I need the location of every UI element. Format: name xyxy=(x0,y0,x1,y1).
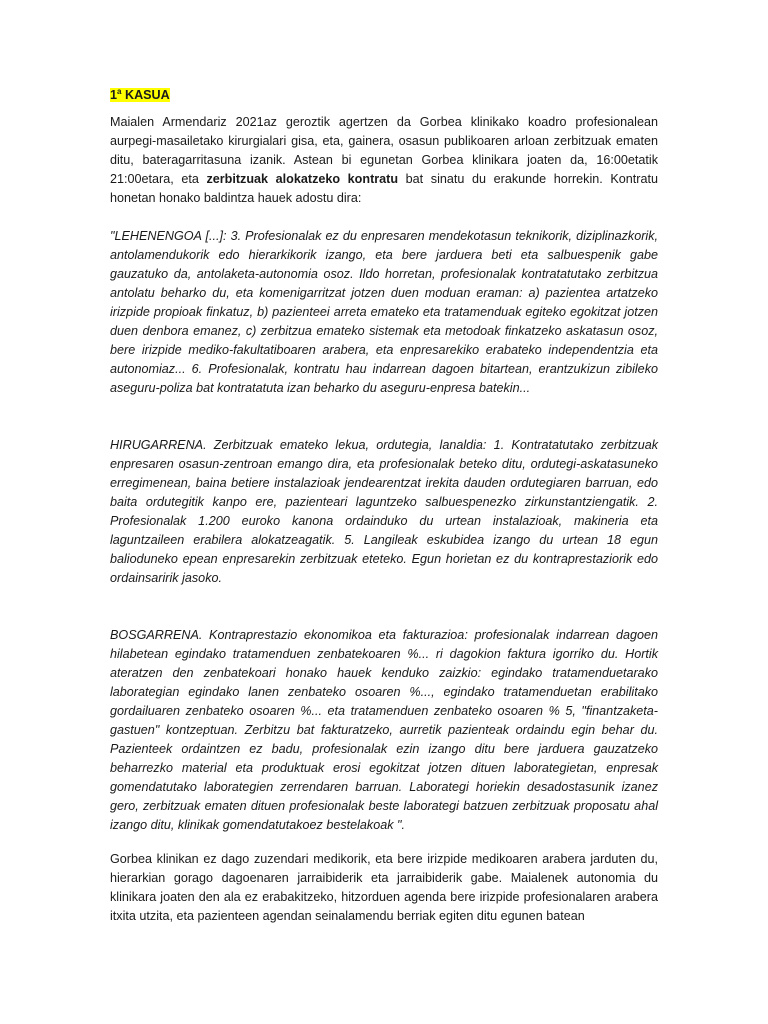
intro-paragraph xyxy=(110,113,658,208)
clause-third-paragraph: HIRUGARRENA. Zerbitzuak emateko lekua, ordutegia, lanaldia: 1. Kontratatutako zerbitzuak enpresaren osasun-zentroan emango dira, eta profesionalak beteko ditu, ordutegi-askatasuneko erregimenean, baina betiere instalazioak jendearentzat irekita dauden ordutegiaren barruan, edo baita ordutegitik kanpo ere, pazienteari laguntzeko salbuespenezko zirkunstantziengatik. 2. Profesionalak 1.200 euroko kanona ordainduko du urtean instalazioak, makineria eta laguntzaileen erabilera alokatzeagatik. 5. Langileak eskubidea izango du urtean 18 egun balioduneko epean enpresarekin zerbitzuak eteteko. Egun horietan ez du kontraprestaziorik edo ordainsaririk jasoko. xyxy=(110,438,658,585)
closing-paragraph: Gorbea klinikan ez dago zuzendari medikorik, eta bere irizpide medikoaren arabera jarduten du, hierarkian gorago dagoenaren jarraibiderik eta jarraibiderik gabe. Maialenek autonomia du klinikara joaten den ala ez erabakitzeko, hitzorduen agenda bere irizpide profesionalaren arabera itxita utzita, eta pazienteen agendan seinalamendu berriak egiten ditu egunen batean xyxy=(110,852,658,923)
clause-fifth-paragraph: BOSGARRENA. Kontraprestazio ekonomikoa eta fakturazioa: profesionalak indarrean dagoen hilabetean egindako tratamenduen zenbatekoaren %... ri dagokion faktura igorriko du. Hortik ateratzen den zenbatekoari honako hauek kenduko zaizkio: egindako tratamenduetarako laborategian egindako lanen zenbateko osoaren %..., egindako tratamenduetan erabilitako gordailuaren zenbateko osoaren %... eta tratamenduen zenbateko osoaren % 5, "finantzaketa-gastuen" kontzeptuan. Zerbitzu bat fakturatzeko, aurretik pazienteak ordaindu egin behar du. Pazienteek ordaintzen ez badu, profesionalak ezin izango ditu bere jarduera gauzatzeko beharrezko material eta produktuak erosi egokitzat jotzen dituen laborategietan, enpresak gomendatutako laborategien zerrendaren barruan. Laborategi horiekin desadostasunik izanez gero, zerbitzuak ematen dituen profesionalak beste laborategi batzuen zerbitzuak proposatu ahal izango ditu, klinikak gomendatutakoez bestelakoak ". xyxy=(110,628,658,832)
heading-number: 1 xyxy=(110,88,118,102)
heading-ordinal-sup: a xyxy=(117,86,122,96)
intro-text-2: bat sinatu du erakunde horrekin. Kontratu honetan honako baldintza hauek adostu dira: xyxy=(110,172,658,205)
heading-text: KASUA xyxy=(121,88,170,102)
document-page xyxy=(110,86,658,926)
intro-bold-term: zerbitzuak alokatzeko kontratu xyxy=(206,172,399,186)
heading-highlight xyxy=(110,88,170,102)
intro-text-1: Maialen Armendariz 2021az geroztik agertzen da Gorbea klinikako koadro profesionalean aurpegi-masailetako kirurgialari gisa, eta, gainera, osasun publikoaren arloan zerbitzuak ematen ditu, bateragarritasuna izanik. Astean bi egunetan Gorbea klinikara joaten da, 16:00etatik 21:00etara, eta xyxy=(110,115,658,186)
clause-first-paragraph: "LEHENENGOA [...]: 3. Profesionalak ez du enpresaren mendekotasun teknikorik, diziplinazkorik, antolamendukorik edo hierarkikorik izango, eta bere jarduera beti eta salbuespenik gabe gauzatuko da, antolaketa-autonomia osoz. Ildo horretan, profesionalak kontratatutako zerbitzua antolatu beharko du, eta komenigarritzat jotzen duen moduan eraman: a) pazientea artatzeko irizpide propioak finkatuz, b) pazienteei arreta emateko eta tratamenduak egiteko egokitzat jotzen duen denbora emanez, c) zerbitzua emateko sistemak eta metodoak finkatzeko askatasun osoz, bere irizpide mediko-fakultatiboaren arabera, eta enpresarekiko erabateko independentzia eta autonomiaz... 6. Profesionalak, kontratu hau indarrean dagoen bitartean, erantzukizun zibileko aseguru-poliza bat kontratatuta izan beharko du aseguru-enpresa batekin... xyxy=(110,229,658,395)
case-heading xyxy=(110,86,658,105)
